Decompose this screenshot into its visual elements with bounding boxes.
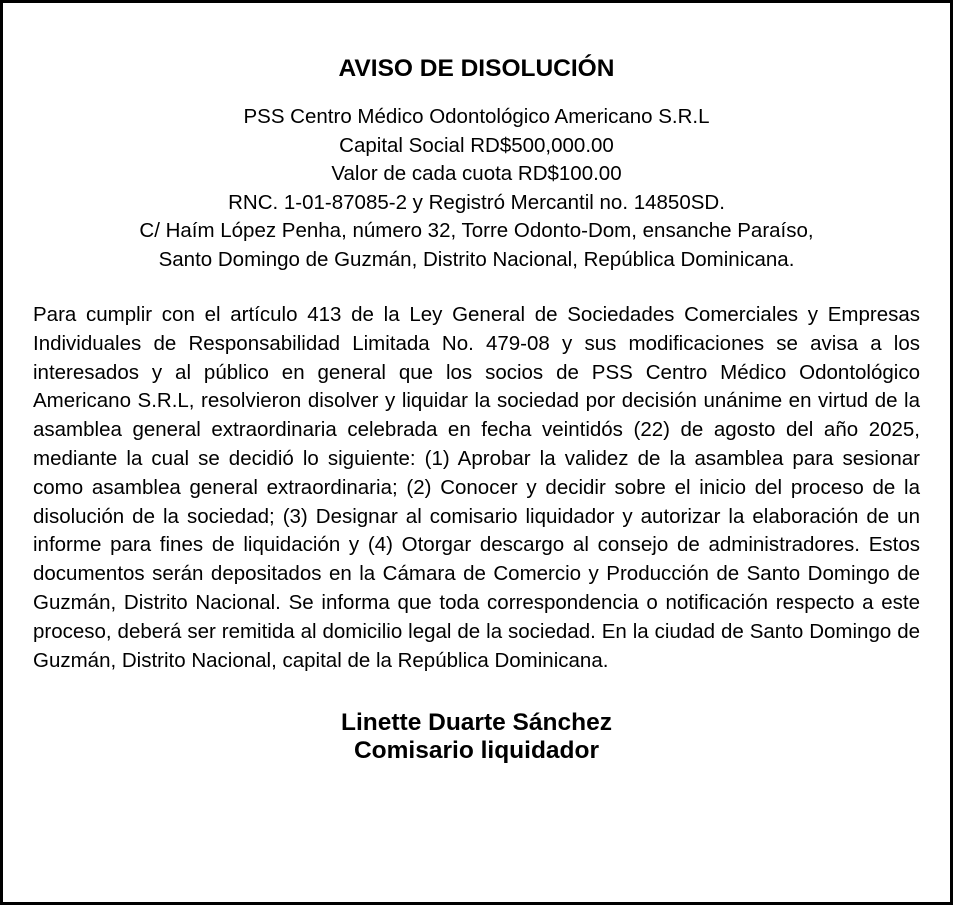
company-share-value: Valor de cada cuota RD$100.00 <box>331 162 622 185</box>
company-registration: RNC. 1-01-87085-2 y Registró Mercantil no. 14850SD. <box>228 190 725 214</box>
notice-body: Para cumplir con el artículo 413 de la Ley General de Sociedades Comerciales y Empresas Individuales de Responsabilidad Limitada No. 479-08 y sus modificaciones se avisa a los interesados y al público en general que los socios de PSS Centro Médico Odontológico Americano S.R.L, resolvieron disolver y liquidar la sociedad por decisión unánime en virtud de la asamblea general extraordinaria celebrada en fecha veintidós (22) de agosto del año 2025, mediante la cual se decidió lo siguiente: (1) Aprobar la validez de la asamblea para sesionar como asamblea general extraordinaria; (2) Conocer y decidir sobre el inicio del proceso de la disolución de la sociedad; (3) Designar al comisario liquidador y autorizar la elaboración de un informe para fines de liquidación y (4) Otorgar descargo al consejo de administradores. Estos documentos serán depositados en la Cámara de Comercio y Producción de Santo Domingo de Guzmán, Distrito Nacional. Se informa que toda correspondencia o notificación respecto a este proceso, deberá ser remitida al domicilio legal de la sociedad. En la ciudad de Santo Domingo de Guzmán, Distrito Nacional, capital de la República Dominicana. <box>33 303 920 672</box>
company-address-line-1: C/ Haím López Penha, número 32, Torre Odonto-Dom, ensanche Paraíso, <box>139 219 814 242</box>
company-capital: Capital Social RD$500,000.00 <box>339 133 614 157</box>
company-name: PSS Centro Médico Odontológico Americano S.R.L <box>243 105 710 128</box>
company-address-line-2: Santo Domingo de Guzmán, Distrito Nacional, República Dominicana. <box>158 247 795 271</box>
signature-block <box>33 709 920 765</box>
company-info <box>33 103 920 274</box>
notice-title: AVISO DE DISOLUCIÓN <box>338 55 615 82</box>
signatory-name: Linette Duarte Sánchez <box>341 709 612 737</box>
signatory-role: Comisario liquidador <box>353 737 600 765</box>
